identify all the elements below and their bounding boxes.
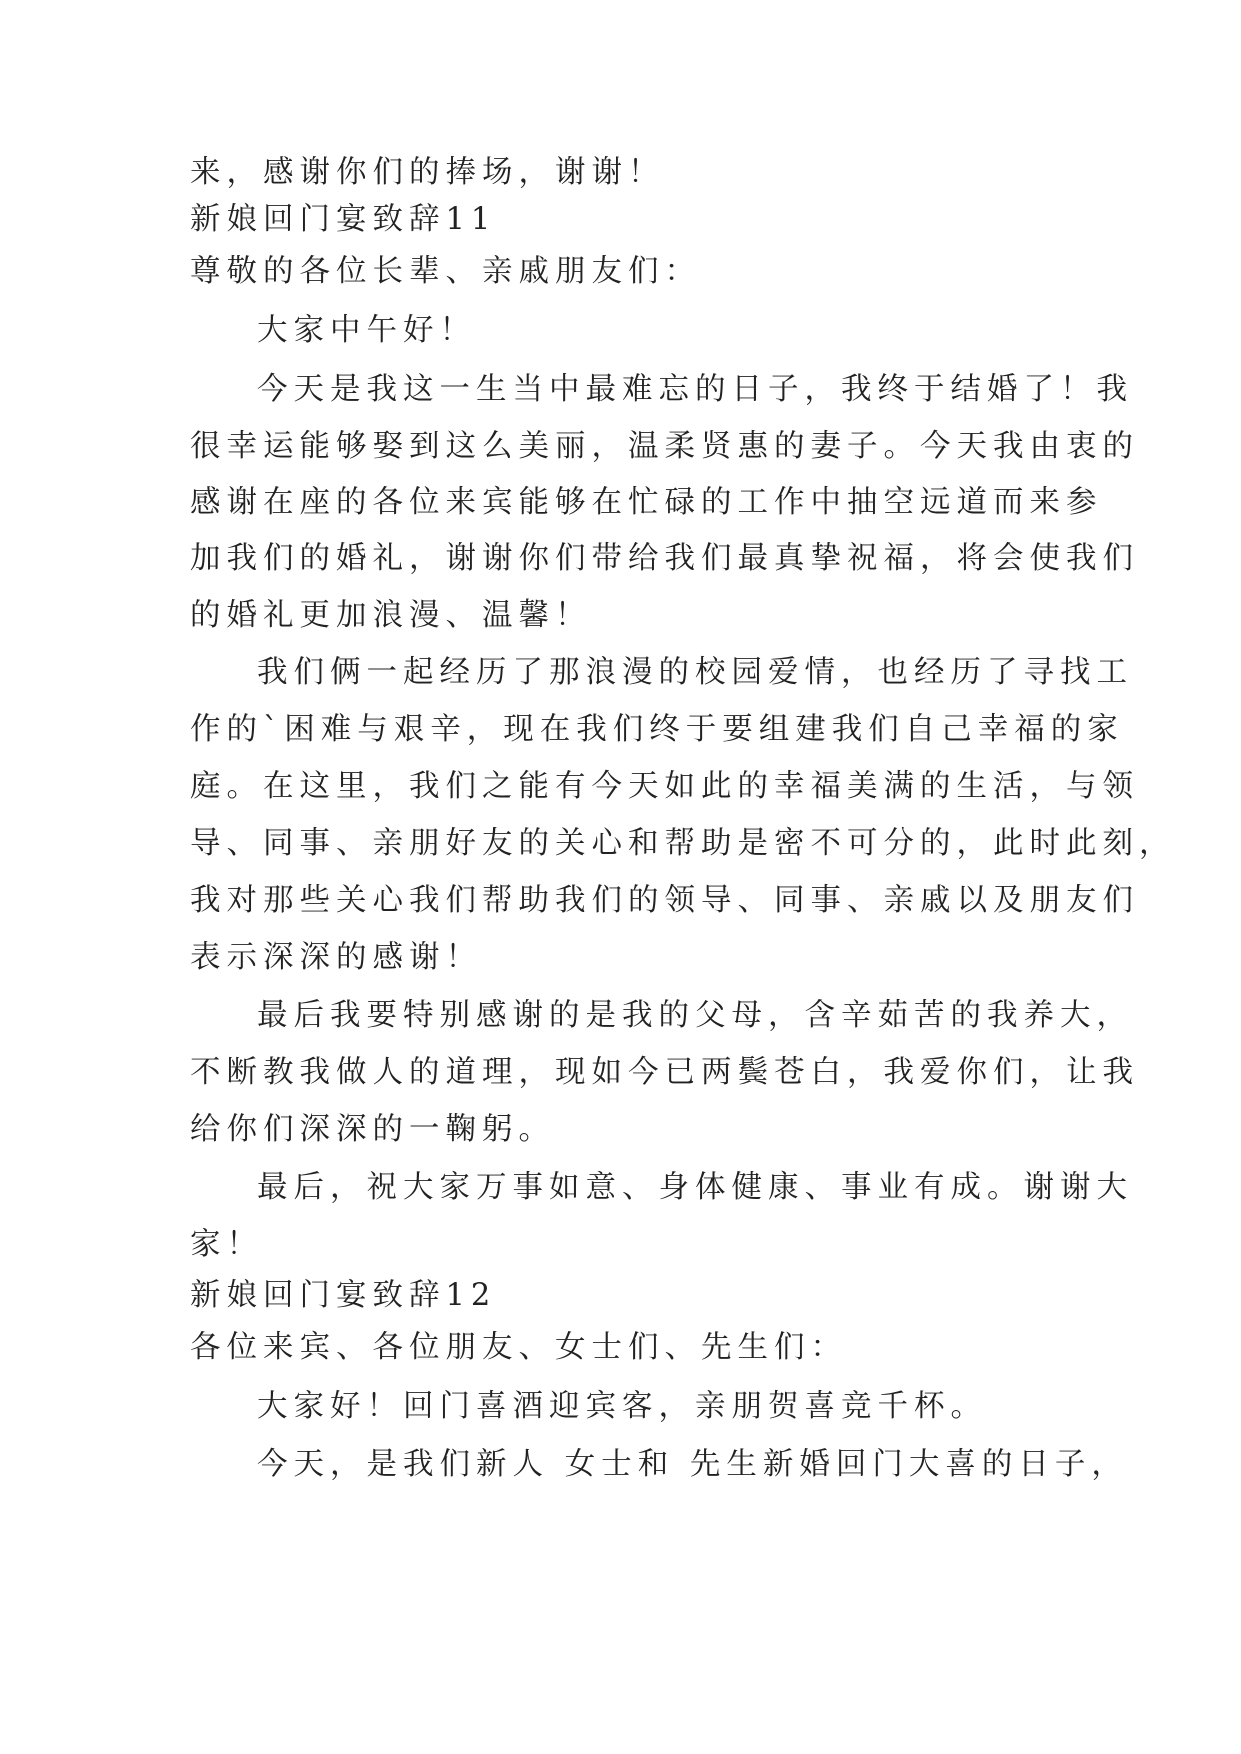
body-text-line: 作的`困难与艰辛，现在我们终于要组建我们自己幸福的家 — [190, 712, 1124, 747]
section-heading: 新娘回门宴致辞12 — [190, 1278, 497, 1313]
body-text-line: 表示深深的感谢！ — [190, 940, 482, 975]
body-text-line: 加我们的婚礼，谢谢你们带给我们最真挚祝福，将会使我们 — [190, 541, 1139, 576]
body-text-line: 我对那些关心我们帮助我们的领导、同事、亲戚以及朋友们 — [190, 883, 1139, 918]
body-text-line: 的婚礼更加浪漫、温馨！ — [190, 598, 592, 633]
body-text-line: 家！ — [190, 1227, 263, 1262]
body-text-line: 不断教我做人的道理，现如今已两鬓苍白，我爱你们，让我 — [190, 1055, 1139, 1090]
body-text-line: 庭。在这里，我们之能有今天如此的幸福美满的生活，与领 — [190, 769, 1139, 804]
paragraph-first-line: 最后，祝大家万事如意、身体健康、事业有成。谢谢大 — [257, 1170, 1133, 1205]
body-text-line: 给你们深深的一鞠躬。 — [190, 1112, 555, 1147]
greeting-line: 大家好！回门喜酒迎宾客，亲朋贺喜竞千杯。 — [257, 1389, 987, 1424]
body-text-line: 导、同事、亲朋好友的关心和帮助是密不可分的，此时此刻， — [190, 826, 1176, 861]
paragraph-first-line: 我们俩一起经历了那浪漫的校园爱情，也经历了寻找工 — [257, 655, 1133, 690]
body-text-line: 来，感谢你们的捧场，谢谢！ — [190, 155, 665, 190]
paragraph-first-line: 今天，是我们新人 女士和 先生新婚回门大喜的日子， — [257, 1447, 1128, 1482]
greeting-line: 大家中午好！ — [257, 313, 476, 348]
salutation-line: 尊敬的各位长辈、亲戚朋友们： — [190, 254, 701, 289]
paragraph-first-line: 今天是我这一生当中最难忘的日子，我终于结婚了！我 — [257, 372, 1133, 407]
section-heading: 新娘回门宴致辞11 — [190, 202, 497, 237]
body-text-line: 感谢在座的各位来宾能够在忙碌的工作中抽空远道而来参 — [190, 485, 1103, 520]
body-text-line: 很幸运能够娶到这么美丽，温柔贤惠的妻子。今天我由衷的 — [190, 429, 1139, 464]
salutation-line: 各位来宾、各位朋友、女士们、先生们： — [190, 1330, 847, 1365]
paragraph-first-line: 最后我要特别感谢的是我的父母，含辛茹苦的我养大， — [257, 998, 1133, 1033]
